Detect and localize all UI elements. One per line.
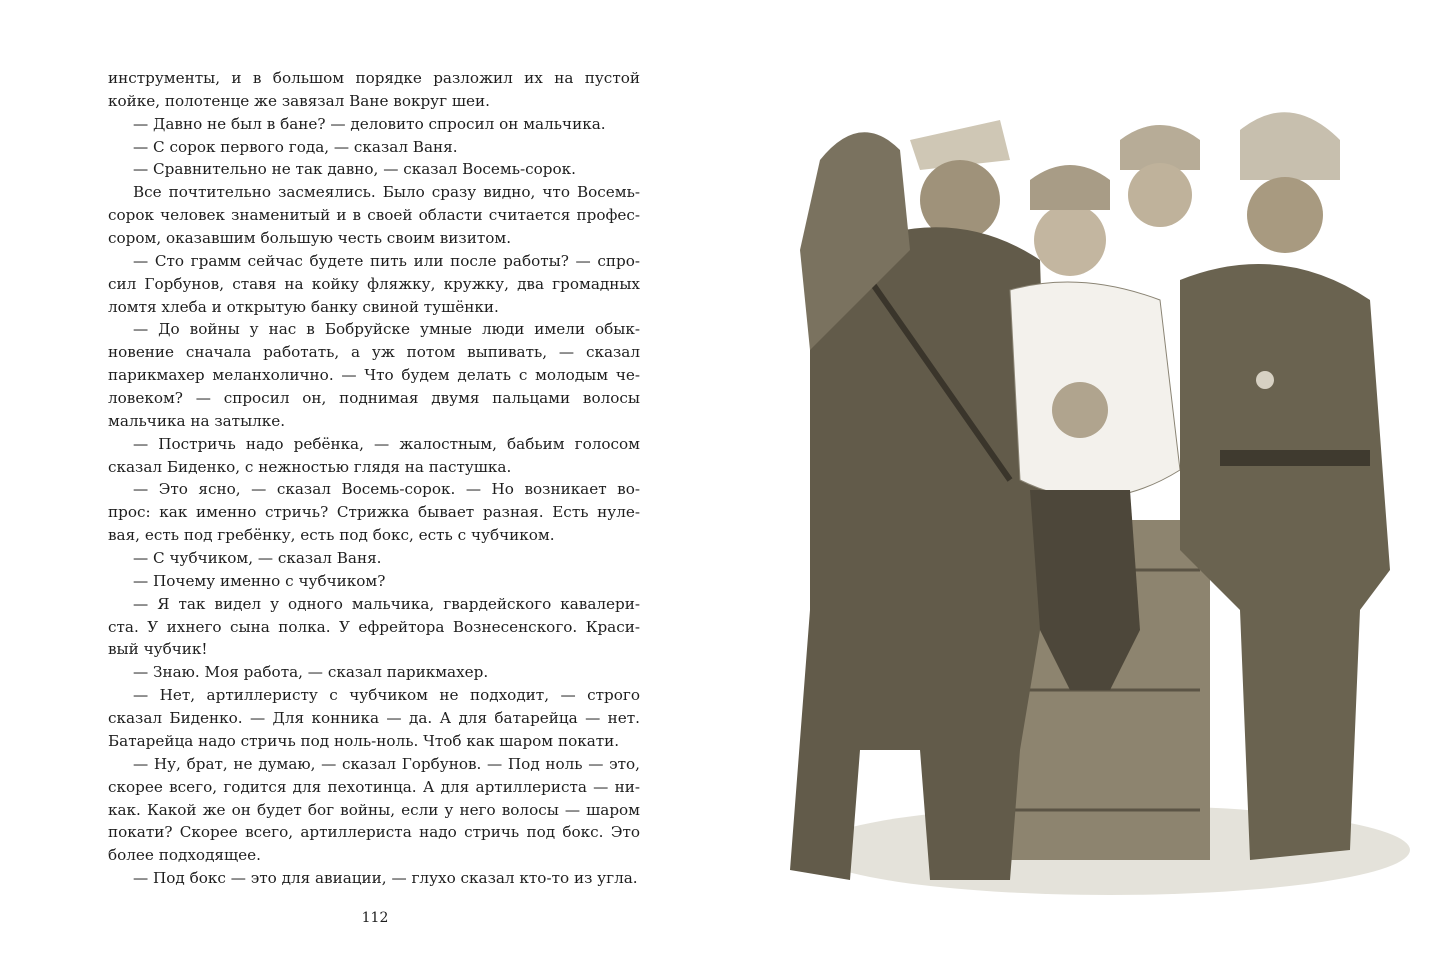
text-line: — С сорок первого года, — сказал Ваня.	[133, 137, 458, 156]
text-line: ловеком? — спросил он, поднимая двумя пальцами волосы	[108, 389, 640, 408]
book-text	[108, 67, 640, 890]
text-line: — Под бокс — это для авиации, — глухо сказал кто-то из угла.	[133, 869, 638, 888]
text-line: — С чубчиком, — сказал Ваня.	[133, 549, 382, 568]
text-line: — Давно не был в бане? — деловито спросил он мальчика.	[133, 114, 606, 133]
text-line: вый чубчик!	[108, 640, 208, 659]
soldier-smiling	[1120, 125, 1200, 227]
text-line: парикмахер меланхолично. — Что будем делать с молодым че-	[108, 366, 640, 385]
text-line: — Постричь надо ребёнка, — жалостным, бабьим голосом	[133, 434, 640, 453]
text-line: — Почему именно с чубчиком?	[133, 571, 386, 590]
text-line: сказал Биденко, с нежностью глядя на пастушка.	[108, 457, 512, 476]
text-line: покати? Скорее всего, артиллериста надо стричь под бокс. Это	[108, 823, 640, 842]
text-line: Все почтительно засмеялись. Было сразу видно, что Восемь-	[133, 183, 640, 202]
text-line: — Сравнительно не так давно, — сказал Восемь-сорок.	[133, 160, 576, 179]
illustration-soldiers-haircut	[780, 50, 1410, 910]
text-line: скорее всего, годится для пехотинца. А для артиллериста — ни-	[108, 777, 640, 796]
text-line: более подходящее.	[108, 846, 261, 865]
text-line: — До войны у нас в Бобруйске умные люди имели обык-	[133, 320, 640, 339]
text-line: сором, оказавшим большую честь своим визитом.	[108, 229, 512, 248]
text-line: сказал Биденко. — Для конника — да. А для батарейца — нет.	[108, 709, 640, 728]
text-line: мальчика на затылке.	[108, 411, 286, 430]
text-line: новение сначала работать, а уж потом выпивать, — сказал	[108, 343, 640, 362]
text-line: — Сто грамм сейчас будете пить или после работы? — спро-	[133, 251, 640, 270]
text-line: — Ну, брат, не думаю, — сказал Горбунов. — Под ноль — это,	[133, 754, 640, 773]
text-line: — Нет, артиллеристу с чубчиком не подходит, — строго	[133, 686, 640, 705]
text-line: прос: как именно стричь? Стрижка бывает разная. Есть нуле-	[108, 503, 640, 522]
text-line: ста. У ихнего сына полка. У ефрейтора Вознесенского. Краси-	[108, 617, 640, 636]
text-line: сил Горбунов, ставя на койку фляжку, кружку, два громадных	[108, 274, 640, 293]
text-line: как. Какой же он будет бог войны, если у него волосы — шаром	[108, 800, 640, 819]
page-number: 112	[361, 910, 389, 926]
text-line: ломтя хлеба и открытую банку свиной тушёнки.	[108, 297, 499, 316]
soldier-right-with-medals	[1180, 112, 1390, 860]
text-line: инструменты, и в большом порядке разложил их на пустой	[108, 69, 640, 87]
text-line: Батарейца надо стричь под ноль-ноль. Чтоб как шаром покати.	[108, 731, 620, 750]
text-line: — Это ясно, — сказал Восемь-сорок. — Но возникает во-	[133, 480, 640, 499]
text-line: вая, есть под гребёнку, есть под бокс, есть с чубчиком.	[108, 526, 555, 545]
text-line: койке, полотенце же завязал Ване вокруг шеи.	[108, 91, 490, 110]
text-line: — Знаю. Моя работа, — сказал парикмахер.	[133, 663, 489, 682]
text-line: — Я так видел у одного мальчика, гвардейского кавалери-	[133, 594, 640, 613]
text-line: сорок человек знаменитый и в своей области считается профес-	[108, 206, 640, 225]
